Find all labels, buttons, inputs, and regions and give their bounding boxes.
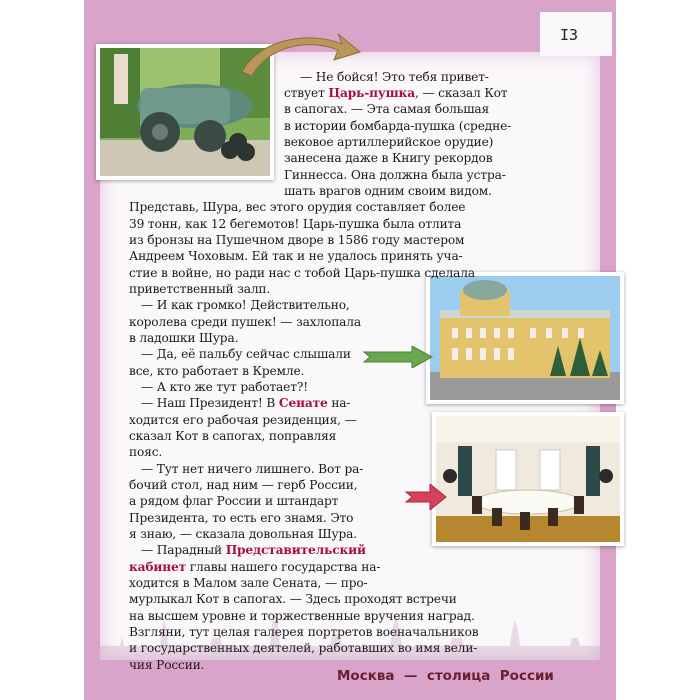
text-line: в истории бомбарда-пушка (средне-: [284, 119, 512, 133]
text-line: все, кто работает в Кремле.: [129, 364, 305, 378]
text-line: [141, 542, 366, 558]
text-line: а рядом флаг России и штандарт: [129, 494, 339, 508]
text-run: на-: [327, 396, 351, 410]
text-line: ходится его рабочая резиденция, —: [129, 413, 357, 427]
office-term: кабинет: [129, 560, 187, 574]
text-run: главы нашего государства на-: [186, 560, 381, 574]
footer-title: Москва — столица России: [337, 668, 554, 684]
text-line: — И как громко! Действительно,: [141, 298, 350, 312]
footer-bar: [300, 662, 600, 700]
text-line: в ладошки Шура.: [129, 331, 239, 345]
text-line: в сапогах. — Эта самая большая: [284, 102, 490, 116]
text-line: вековое артиллерийское орудие): [284, 135, 494, 149]
text-line: и государственных деятелей, работавших во имя вели-: [129, 641, 478, 655]
green-arrow-icon: [362, 346, 434, 368]
senate-term: Сенате: [278, 396, 328, 410]
text-line: стие в войне, но ради нас с тобой Царь-пушка сделала: [129, 266, 475, 280]
text-line: мурлыкал Кот в сапогах. — Здесь проходят встречи: [129, 592, 457, 606]
text-line: — А кто же тут работает?!: [141, 380, 308, 394]
text-run: — Парадный: [141, 543, 226, 557]
text-line: на высшем уровне и торжественные вручения наград.: [129, 609, 475, 623]
text-run: — Наш Президент! В: [141, 396, 279, 410]
text-line: [129, 559, 380, 575]
senate-building-photo: [426, 272, 624, 404]
text-line: бочий стол, над ним — герб России,: [129, 478, 358, 492]
text-line: из бронзы на Пушечном дворе в 1586 году мастером: [129, 233, 465, 247]
text-line: ходится в Малом зале Сената, — про-: [129, 576, 368, 590]
text-line: я знаю, — сказала довольная Шура.: [129, 527, 357, 541]
text-line: [141, 395, 350, 411]
text-run: ствует: [284, 86, 329, 100]
text-line: Взгляни, тут целая галерея портретов военачальников: [129, 625, 479, 639]
text-line: — Тут нет ничего лишнего. Вот ра-: [141, 462, 364, 476]
text-line: — Да, её пальбу сейчас слышали: [141, 347, 351, 361]
text-line: шать врагов одним своим видом.: [284, 184, 492, 198]
text-line: Андреем Чоховым. Ей так и не удалось принять уча-: [129, 249, 463, 263]
tsar-cannon-term: Царь-пушка: [328, 86, 415, 100]
text-line: Гиннесса. Она должна была устра-: [284, 168, 506, 182]
text-line: 39 тонн, как 12 бегемотов! Царь-пушка была отлита: [129, 217, 462, 231]
text-line: занесена даже в Книгу рекордов: [284, 151, 493, 165]
text-line: Президента, то есть его знамя. Это: [129, 511, 354, 525]
text-run: , — сказал Кот: [414, 86, 508, 100]
page-number: I3: [560, 26, 579, 44]
office-illustration: [436, 416, 620, 542]
text-line: чия России.: [129, 658, 205, 672]
text-line: — Не бойся! Это тебя привет-: [300, 70, 489, 84]
senate-illustration: [430, 276, 620, 400]
text-line: Представь, Шура, вес этого орудия составляет более: [129, 200, 466, 214]
text-line: сказал Кот в сапогах, поправляя: [129, 429, 337, 443]
text-line: приветственный залп.: [129, 282, 271, 296]
representative-office-photo: [432, 412, 624, 546]
text-line: королева среди пушек! — захлопала: [129, 315, 361, 329]
text-line: пояс.: [129, 445, 163, 459]
text-line: [284, 85, 507, 101]
red-arrow-icon: [404, 484, 448, 510]
office-term: Представительский: [225, 543, 366, 557]
